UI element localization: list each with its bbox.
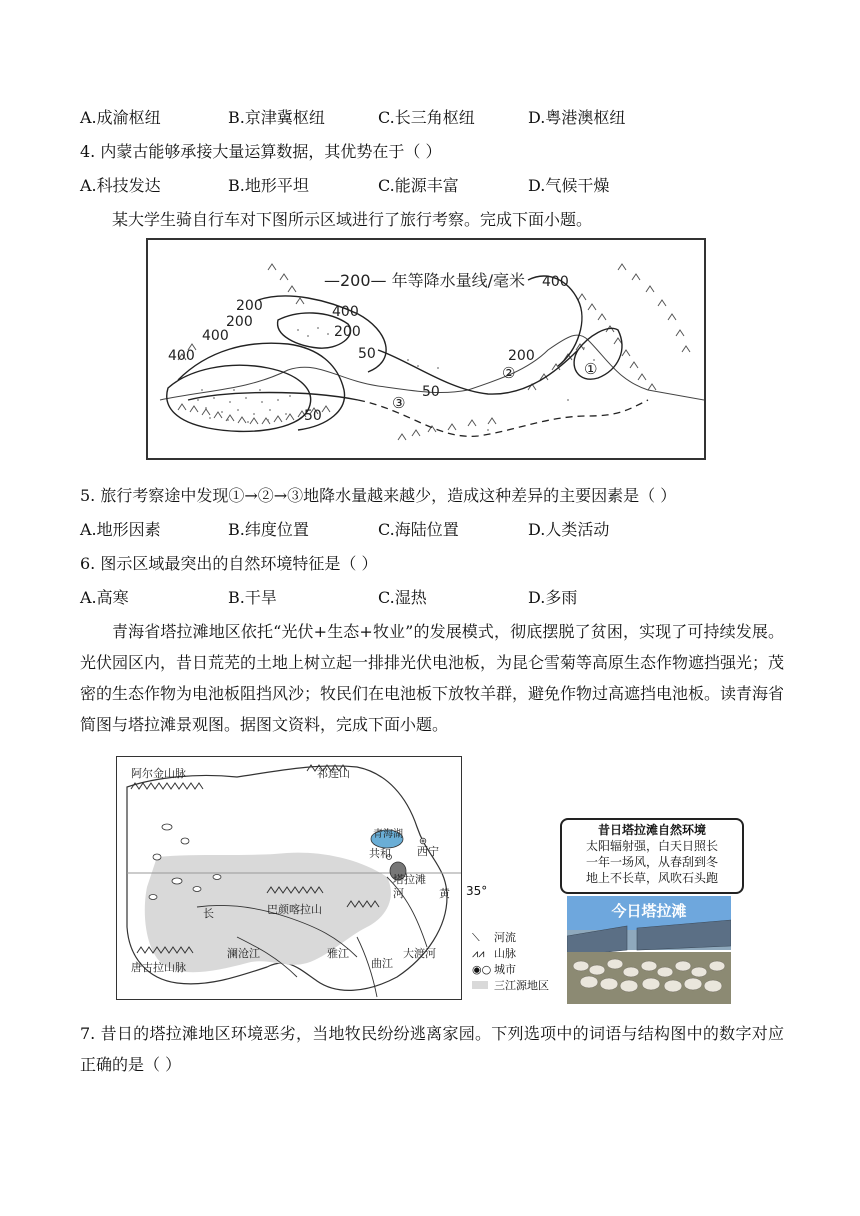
q4-stem: 4. 内蒙古能够承接大量运算数据，其优势在于（ ） <box>80 142 442 161</box>
label-qujiang: 曲江 <box>371 957 393 970</box>
label-qilian: 祁连山 <box>317 767 350 780</box>
river-icon: ⟍ <box>472 931 480 944</box>
env-title: 昔日塔拉滩自然环境 <box>597 823 706 837</box>
q7-stem: 7. 昔日的塔拉滩地区环境恶劣，当地牧民纷纷逃离家园。下列选项中的词语与结构图中的数字对应正确的是（ ） <box>80 1024 784 1074</box>
map2-legend <box>472 930 552 994</box>
env-line: 太阳辐射强，白天日照长 <box>585 839 718 853</box>
q4-option-c: C.能源丰富 <box>378 176 459 195</box>
isoline-label: 50 <box>422 384 440 400</box>
q5-option-b: B.纬度位置 <box>228 520 309 539</box>
q5-options <box>80 517 780 541</box>
isoline-label: 50 <box>358 346 376 362</box>
isoline-label: 200 <box>334 324 361 340</box>
legend-river: ⟍ 河流 <box>472 931 516 944</box>
label-qinghai-lake: 青海湖 <box>373 829 403 840</box>
past-environment-box <box>560 818 744 894</box>
legend-mountain: ⩘⩘ 山脉 <box>472 947 516 960</box>
q5-option-a: A.地形因素 <box>80 520 161 539</box>
precipitation-map <box>146 238 706 460</box>
talatan-photo <box>567 896 731 1004</box>
latitude-label: 35° <box>466 884 488 898</box>
isoline-label: 400 <box>542 274 569 290</box>
label-dadu: 大渡河 <box>403 947 436 960</box>
env-line: 一年一场风，从春刮到冬 <box>585 855 718 869</box>
label-lancang: 澜沧江 <box>227 947 260 960</box>
label-yajiang: 雅江 <box>327 947 349 960</box>
marker-3: ③ <box>392 394 406 412</box>
legend-source-area: 三江源地区 <box>472 978 552 994</box>
q6-option-a: A.高寒 <box>80 588 129 607</box>
label-bayan: 巴颜喀拉山 <box>267 903 322 916</box>
city-icon: ◉○ <box>472 963 492 976</box>
isoline-label: 400 <box>332 304 359 320</box>
isoline-label: 400 <box>168 348 195 364</box>
q5-option-c: C.海陆位置 <box>378 520 459 539</box>
label-altun: 阿尔金山脉 <box>131 767 186 780</box>
isoline-label: 200 <box>226 314 253 330</box>
marker-2: ② <box>502 364 516 382</box>
q6-options <box>80 585 780 609</box>
env-line: 地上不长草，风吹石头跑 <box>585 871 718 885</box>
q5-option-d: D.人类活动 <box>528 520 610 539</box>
isoline-label: 50 <box>304 408 322 424</box>
q3-option-a: A.成渝枢纽 <box>80 108 161 127</box>
q3-option-d: D.粤港澳枢纽 <box>528 108 626 127</box>
q6-option-b: B.干旱 <box>228 588 277 607</box>
mountain-icon: ⩘⩘ <box>472 947 485 960</box>
q4-option-b: B.地形平坦 <box>228 176 309 195</box>
q3-options <box>80 105 780 129</box>
qinghai-map <box>116 756 462 1000</box>
q6-option-d: D.多雨 <box>528 588 578 607</box>
isoline-label: 400 <box>202 328 229 344</box>
q4-option-d: D.气候干燥 <box>528 176 610 195</box>
intro-paragraph-2: 青海省塔拉滩地区依托“光伏+生态+牧业”的发展模式，彻底摆脱了贫困，实现了可持续发展。光伏园区内，昔日荒芜的土地上树立起一排排光伏电池板，为昆仑雪菊等高原生态作物遮挡强光；茂密的生态作物为电池板阻挡风沙；牧民们在电池板下放牧羊群，避免作物过高遮挡电池板。读青海省简图与塔拉滩景观图。据图文资料，完成下面小题。 <box>80 622 785 734</box>
map1-legend: —200— 年等降水量线/毫米 <box>324 271 526 290</box>
legend-city: ◉○ 城市 <box>472 963 516 976</box>
marker-1: ① <box>584 360 598 378</box>
label-chang: 长 <box>203 907 214 920</box>
q6-stem: 6. 图示区域最突出的自然环境特征是（ ） <box>80 554 378 573</box>
label-xining: 西宁 <box>417 845 439 858</box>
isoline-label: 200 <box>508 348 535 364</box>
q3-option-c: C.长三角枢纽 <box>378 108 475 127</box>
isoline-label: 200 <box>236 298 263 314</box>
q5-stem: 5. 旅行考察途中发现①→②→③地降水量越来越少，造成这种差异的主要因素是（ ） <box>80 486 677 505</box>
desert-dots <box>197 327 598 431</box>
q4-option-a: A.科技发达 <box>80 176 161 195</box>
intro-paragraph-1: 某大学生骑自行车对下图所示区域进行了旅行考察。完成下面小题。 <box>112 210 593 229</box>
shaded-area-icon <box>472 978 494 994</box>
q3-option-b: B.京津冀枢纽 <box>228 108 325 127</box>
q4-options <box>80 173 780 197</box>
label-yellow: 黄 <box>439 887 450 900</box>
label-he: 河 <box>393 887 404 900</box>
photo-title: 今日塔拉滩 <box>611 902 687 920</box>
q6-option-c: C.湿热 <box>378 588 427 607</box>
label-tanggula: 唐古拉山脉 <box>131 961 186 974</box>
label-talatan: 塔拉滩 <box>393 873 426 886</box>
label-gonghe: 共和 <box>369 847 391 860</box>
